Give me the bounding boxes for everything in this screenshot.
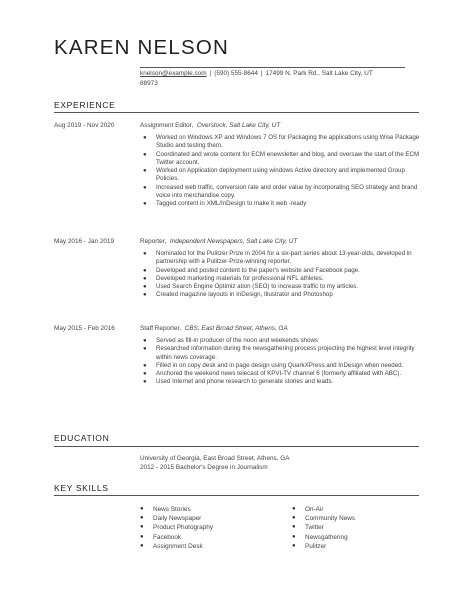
list-item: ● Nominated for the Pulitzer Prize in 2004 for a six-part series about 13-year-olds, developed in partnership with a Pulitzer-Prize-winning reporter. xyxy=(143,250,412,266)
list-item: ● Facebook xyxy=(140,533,182,541)
list-item: ● Developed and posted content to the paper's website and Facebook page. xyxy=(143,266,360,274)
list-item: ● Tagged content in XML/InDesign to make it web -ready xyxy=(143,200,307,208)
bullet-icon: ● xyxy=(143,151,147,158)
list-item: ● Assignment Desk xyxy=(140,542,203,550)
education-degree: 2012 - 2015 Bachelor's Degree in Journalism xyxy=(140,464,268,472)
bullet-icon: ● xyxy=(292,533,296,540)
candidate-name: KAREN NELSON xyxy=(54,36,230,59)
list-item: ● Developed marketing materials for professional NFL athletes. xyxy=(143,274,324,282)
job-organization: Overstock, Salt Lake City, UT xyxy=(196,122,281,129)
bullet-icon: ● xyxy=(143,292,147,299)
bullet-icon: ● xyxy=(143,267,147,274)
job-heading xyxy=(140,325,288,332)
bullet-icon: ● xyxy=(143,184,147,191)
bullet-icon: ● xyxy=(143,135,147,141)
section-title-experience: EXPERIENCE xyxy=(54,100,116,110)
job-role: Reporter, xyxy=(140,238,167,245)
list-item: ● Increased web traffic, conversion rate and order value by incorporating SEO strategy and brand voice into merchandise copy. xyxy=(143,183,418,200)
job-role: Assignment Editor, xyxy=(140,122,194,129)
list-item: ● Filled in on copy desk and in page design using QuarkXPress and InDesign when needed. xyxy=(143,361,404,369)
bullet-icon: ● xyxy=(140,542,144,549)
contact-separator: | xyxy=(260,70,263,77)
contact-separator: | xyxy=(209,70,212,77)
skills-column-left xyxy=(140,505,213,551)
bullet-icon: ● xyxy=(140,533,144,540)
bullet-icon: ● xyxy=(143,168,147,175)
job-heading xyxy=(140,238,297,245)
list-item: ● Daily Newspaper xyxy=(140,515,202,523)
job-bullets xyxy=(140,134,420,209)
bullet-icon: ● xyxy=(292,542,296,549)
bullet-icon: ● xyxy=(140,524,144,531)
list-item: ● Community News xyxy=(292,515,356,523)
bullet-icon: ● xyxy=(143,338,147,344)
job-dates: Aug 2019 - Nov 2020 xyxy=(54,122,115,129)
address-line-1: 17499 N. Park Rd., Salt Lake City, UT xyxy=(265,70,373,77)
education-entry xyxy=(140,454,410,472)
list-item: ● Anchored the weekend news telecast of KPVI-TV channel 6 (formerly affiliated with ABC). xyxy=(143,370,402,378)
list-item: ● News Stories xyxy=(140,506,191,513)
bullet-icon: ● xyxy=(143,379,147,386)
section-divider xyxy=(54,446,419,447)
bullet-icon: ● xyxy=(143,371,147,378)
list-item: ● Used Search Engine Optimiz ation (SEO) to increase traffic to my articles. xyxy=(143,283,359,291)
list-item: ● Product Photography xyxy=(140,524,214,532)
job-bullets xyxy=(140,250,420,300)
list-item: ● Worked on Windows XP and Windows 7 OS for Packaging the applications using Wise Package Studio and testing them. xyxy=(143,134,420,150)
bullet-icon: ● xyxy=(143,251,147,257)
bullet-icon: ● xyxy=(143,275,147,282)
job-bullets xyxy=(140,337,420,387)
address-line-2: 88973 xyxy=(140,80,158,87)
section-title-key-skills: KEY SKILLS xyxy=(54,483,109,493)
list-item: ● Served as fill-in producer of the noon and weekends shows xyxy=(143,337,319,344)
list-item: ● Worked on Application deployment using windows Active directory and implemented Group Policies. xyxy=(143,167,405,183)
job-organization: CBS, East Broad Street, Athens, GA xyxy=(184,325,288,332)
job-role: Staff Reporter, xyxy=(140,325,182,332)
list-item: ● Created magazine layouts in InDesign, Illustrator and Photoshop xyxy=(143,291,333,299)
skills-column-right xyxy=(292,505,355,551)
phone-number: (590) 555-8644 xyxy=(214,70,258,77)
bullet-icon: ● xyxy=(143,362,147,369)
bullet-icon: ● xyxy=(140,506,144,512)
bullet-icon: ● xyxy=(292,515,296,522)
bullet-icon: ● xyxy=(140,515,144,522)
list-item: ● Newsgathering xyxy=(292,533,348,541)
job-organization: Independent Newspapers, Salt Lake City, UT xyxy=(169,238,298,245)
list-item: ● On-Air xyxy=(292,506,324,513)
bullet-icon: ● xyxy=(143,346,147,353)
bullet-icon: ● xyxy=(292,524,296,531)
section-title-education: EDUCATION xyxy=(54,433,110,443)
bullet-icon: ● xyxy=(292,506,296,512)
list-item: ● Twitter xyxy=(292,524,324,532)
list-item: ● Pulitzer xyxy=(292,542,327,550)
list-item: ● Coordinated and wrote content for ECM enewsletter and blog, and oversaw the start of the ECM Twitter account. xyxy=(143,150,420,166)
bullet-icon: ● xyxy=(143,284,147,291)
job-heading xyxy=(140,122,280,129)
job-dates: May 2016 - Jan 2019 xyxy=(54,238,115,245)
section-divider xyxy=(54,495,419,496)
education-school: University of Georgia, East Broad Street, Athens, GA xyxy=(140,455,290,462)
contact-info xyxy=(140,67,405,89)
section-divider xyxy=(54,112,419,113)
email-link[interactable]: knelson@example.com xyxy=(140,70,207,77)
list-item: ● Researched information during the newsgathering process projecting the highest level integrity within news coverage. xyxy=(143,345,415,361)
bullet-icon: ● xyxy=(143,201,147,208)
job-dates: May 2015 - Feb 2016 xyxy=(54,325,115,332)
list-item: ● Used Internet and phone research to generate stories and leads. xyxy=(143,378,334,386)
